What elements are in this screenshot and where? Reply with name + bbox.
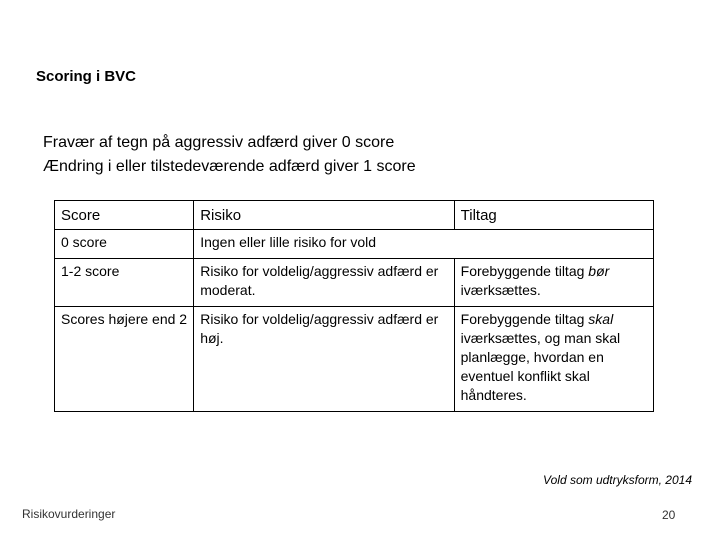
cell-score: 0 score [55, 230, 194, 259]
column-header-measures: Tiltag [454, 201, 653, 230]
table-row [55, 230, 654, 259]
measure-text: Forebyggende tiltag [460, 311, 589, 327]
measure-emphasis: bør [588, 263, 610, 279]
cell-risk: Risiko for voldelig/aggressiv adfærd er høj. [194, 307, 454, 412]
source-citation: Vold som udtryksform, 2014 [543, 473, 692, 487]
table-header-row [55, 201, 654, 230]
cell-score: 1-2 score [55, 259, 194, 307]
column-header-score: Score [55, 201, 194, 230]
scoring-table [54, 200, 654, 412]
table-row [55, 259, 654, 307]
measure-text: iværksættes. [460, 282, 541, 298]
cell-measures [454, 230, 653, 259]
footer-label: Risikovurderinger [22, 507, 116, 521]
cell-score: Scores højere end 2 [55, 307, 194, 412]
measure-emphasis: skal [588, 311, 614, 327]
page-number: 20 [662, 508, 676, 522]
measure-text: iværksættes, og man skal planlægge, hvordan en eventuel konflikt skal håndteres. [460, 330, 621, 403]
slide-title: Scoring i BVC [36, 68, 137, 85]
intro-text [43, 131, 416, 179]
cell-risk: Ingen eller lille risiko for vold [194, 230, 454, 259]
column-header-risk: Risiko [194, 201, 454, 230]
cell-measures [454, 259, 653, 307]
cell-risk: Risiko for voldelig/aggressiv adfærd er moderat. [194, 259, 454, 307]
table-row [55, 307, 654, 412]
intro-line: Ændring i eller tilstedeværende adfærd giver 1 score [43, 158, 416, 175]
intro-line: Fravær af tegn på aggressiv adfærd giver 0 score [43, 134, 395, 151]
measure-text: Forebyggende tiltag [460, 263, 589, 279]
cell-measures [454, 307, 653, 412]
